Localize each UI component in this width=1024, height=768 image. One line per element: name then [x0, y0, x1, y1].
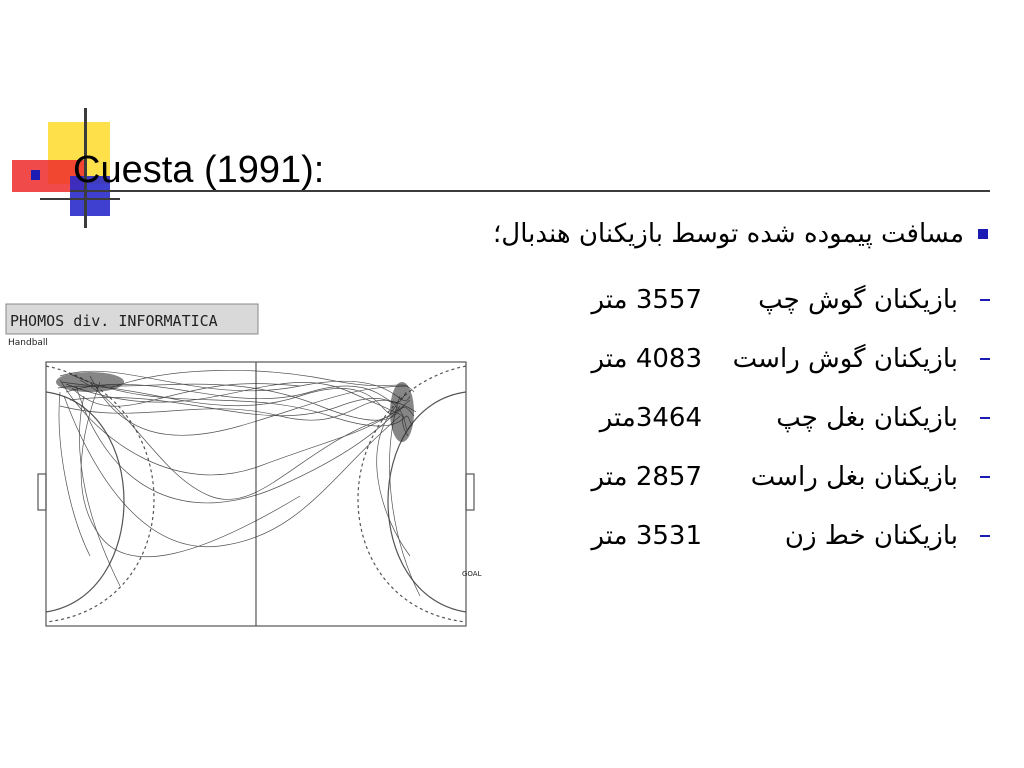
- slide-title: Cuesta (1991):: [73, 149, 325, 191]
- figure-sport-label: Handball: [8, 338, 48, 348]
- distance-value: 3464متر: [599, 402, 702, 433]
- list-item: [591, 506, 990, 565]
- distance-value: 2857 متر: [591, 461, 702, 492]
- deco-horizontal-line: [40, 198, 120, 200]
- distance-value: 3557 متر: [591, 284, 702, 315]
- title-decoration: [0, 0, 200, 240]
- position-label: بازیکنان بغل چپ: [776, 402, 958, 433]
- position-label: بازیکنان بغل راست: [750, 461, 958, 492]
- list-item: [591, 329, 990, 388]
- figure-header-text: PHOMOS div. INFORMATICA: [10, 312, 218, 330]
- position-label: بازیکنان گوش راست: [732, 343, 958, 374]
- list-item: [591, 447, 990, 506]
- position-distance-list: [591, 270, 990, 565]
- dash-bullet-icon: [980, 358, 990, 360]
- left-goal-area-line: [46, 392, 124, 612]
- intro-line: [493, 212, 988, 256]
- position-label: بازیکنان خط زن: [784, 520, 958, 551]
- square-bullet-icon: [978, 229, 988, 239]
- dash-bullet-icon: [980, 476, 990, 478]
- position-label: بازیکنان گوش چپ: [758, 284, 958, 315]
- list-item: [591, 388, 990, 447]
- player-movement-traces: [58, 370, 420, 596]
- dash-bullet-icon: [980, 299, 990, 301]
- left-goal: [38, 474, 46, 510]
- distance-value: 3531 متر: [591, 520, 702, 551]
- dash-bullet-icon: [980, 417, 990, 419]
- distance-value: 4083 متر: [591, 343, 702, 374]
- list-item: [591, 270, 990, 329]
- court-movement-figure: [0, 296, 490, 632]
- dash-bullet-icon: [980, 535, 990, 537]
- goal-label: GOAL: [462, 570, 482, 578]
- title-bullet-icon: [31, 170, 40, 180]
- intro-text: مسافت پیموده شده توسط بازیکنان هندبال؛: [493, 219, 964, 249]
- right-goal: [466, 474, 474, 510]
